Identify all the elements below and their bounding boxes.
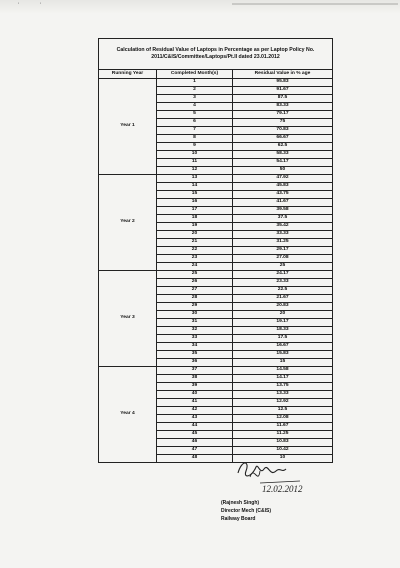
completed-months-cell: 22 [157,247,233,255]
running-year-cell: Year 2 [99,175,157,271]
residual-value-cell: 19.17 [233,319,333,327]
residual-value-cell: 15 [233,359,333,367]
completed-months-cell: 48 [157,455,233,463]
residual-value-cell: 29.17 [233,247,333,255]
completed-months-cell: 26 [157,279,233,287]
completed-months-cell: 12 [157,167,233,175]
completed-months-cell: 39 [157,383,233,391]
completed-months-cell: 34 [157,343,233,351]
signatory-name: (Rajnesh Singh) [221,500,260,506]
residual-value-cell: 31.25 [233,239,333,247]
residual-value-table [98,38,333,463]
completed-months-cell: 8 [157,135,233,143]
residual-value-cell: 47.92 [233,175,333,183]
residual-value-cell: 15.83 [233,351,333,359]
completed-months-cell: 5 [157,111,233,119]
residual-value-cell: 12.5 [233,407,333,415]
completed-months-cell: 17 [157,207,233,215]
residual-value-cell: 35.42 [233,223,333,231]
table-row [99,175,333,183]
handwritten-signature [230,455,320,495]
residual-value-cell: 95.83 [233,79,333,87]
residual-value-cell: 12.08 [233,415,333,423]
residual-value-cell: 10.42 [233,447,333,455]
completed-months-cell: 24 [157,263,233,271]
running-year-cell: Year 4 [99,367,157,463]
header-completed-months: Completed Month(s) [157,70,233,79]
residual-value-cell: 13.75 [233,383,333,391]
residual-value-cell: 21.67 [233,295,333,303]
residual-value-cell: 12.92 [233,399,333,407]
completed-months-cell: 40 [157,391,233,399]
table-body [99,79,333,463]
completed-months-cell: 44 [157,423,233,431]
completed-months-cell: 46 [157,439,233,447]
scan-artifact-line [232,3,398,5]
signatory-block [221,500,271,523]
residual-value-cell: 87.5 [233,95,333,103]
residual-value-cell: 37.5 [233,215,333,223]
completed-months-cell: 1 [157,79,233,87]
running-year-cell: Year 1 [99,79,157,175]
residual-value-cell: 58.33 [233,151,333,159]
completed-months-cell: 30 [157,311,233,319]
completed-months-cell: 38 [157,375,233,383]
residual-value-cell: 10 [233,455,333,463]
table-row [99,367,333,375]
residual-value-cell: 39.58 [233,207,333,215]
residual-value-cell: 45.83 [233,183,333,191]
residual-value-cell: 10.83 [233,439,333,447]
residual-value-cell: 75 [233,119,333,127]
residual-value-cell: 20.83 [233,303,333,311]
residual-value-cell: 33.33 [233,231,333,239]
completed-months-cell: 15 [157,191,233,199]
completed-months-cell: 28 [157,295,233,303]
completed-months-cell: 13 [157,175,233,183]
residual-value-cell: 11.25 [233,431,333,439]
completed-months-cell: 14 [157,183,233,191]
completed-months-cell: 20 [157,231,233,239]
residual-value-cell: 83.33 [233,103,333,111]
residual-value-cell: 14.17 [233,375,333,383]
residual-value-cell: 43.75 [233,191,333,199]
scan-mark: ' [40,3,42,9]
residual-value-cell: 13.33 [233,391,333,399]
completed-months-cell: 42 [157,407,233,415]
residual-value-cell: 22.5 [233,287,333,295]
table-row [99,79,333,87]
completed-months-cell: 18 [157,215,233,223]
completed-months-cell: 31 [157,319,233,327]
residual-value-cell: 11.67 [233,423,333,431]
residual-value-cell: 27.08 [233,255,333,263]
residual-value-cell: 16.67 [233,343,333,351]
completed-months-cell: 32 [157,327,233,335]
residual-value-cell: 41.67 [233,199,333,207]
header-residual-value: Residual Value in % age [233,70,333,79]
signatory-office: Railway Board [221,515,256,522]
completed-months-cell: 2 [157,87,233,95]
completed-months-cell: 41 [157,399,233,407]
residual-value-cell: 20 [233,311,333,319]
residual-value-cell: 66.67 [233,135,333,143]
completed-months-cell: 9 [157,143,233,151]
completed-months-cell: 45 [157,431,233,439]
completed-months-cell: 7 [157,127,233,135]
completed-months-cell: 27 [157,287,233,295]
residual-value-cell: 23.33 [233,279,333,287]
residual-value-cell: 18.33 [233,327,333,335]
completed-months-cell: 25 [157,271,233,279]
scan-edge [0,0,400,14]
table-title: Calculation of Residual Value of Laptops in Percentage as per Laptop Policy No. 2011/C&IS/Committee/Laptops/Pt.II dated 23.01.2012 [99,39,333,70]
completed-months-cell: 33 [157,335,233,343]
header-running-year: Running Year [99,70,157,79]
residual-value-document [98,38,332,463]
scan-mark: ' [18,3,20,9]
residual-value-cell: 25 [233,263,333,271]
completed-months-cell: 16 [157,199,233,207]
residual-value-cell: 24.17 [233,271,333,279]
residual-value-cell: 91.67 [233,87,333,95]
residual-value-cell: 79.17 [233,111,333,119]
completed-months-cell: 36 [157,359,233,367]
completed-months-cell: 21 [157,239,233,247]
completed-months-cell: 10 [157,151,233,159]
completed-months-cell: 23 [157,255,233,263]
signatory-designation: Director Mech (C&IS) [221,507,272,514]
residual-value-cell: 70.83 [233,127,333,135]
table-row [99,271,333,279]
completed-months-cell: 3 [157,95,233,103]
handwritten-date: 12.02.2012 [262,484,303,494]
completed-months-cell: 47 [157,447,233,455]
completed-months-cell: 43 [157,415,233,423]
residual-value-cell: 54.17 [233,159,333,167]
residual-value-cell: 17.5 [233,335,333,343]
completed-months-cell: 6 [157,119,233,127]
residual-value-cell: 50 [233,167,333,175]
residual-value-cell: 62.5 [233,143,333,151]
completed-months-cell: 35 [157,351,233,359]
completed-months-cell: 29 [157,303,233,311]
completed-months-cell: 19 [157,223,233,231]
residual-value-cell: 14.58 [233,367,333,375]
completed-months-cell: 37 [157,367,233,375]
running-year-cell: Year 3 [99,271,157,367]
completed-months-cell: 4 [157,103,233,111]
completed-months-cell: 11 [157,159,233,167]
